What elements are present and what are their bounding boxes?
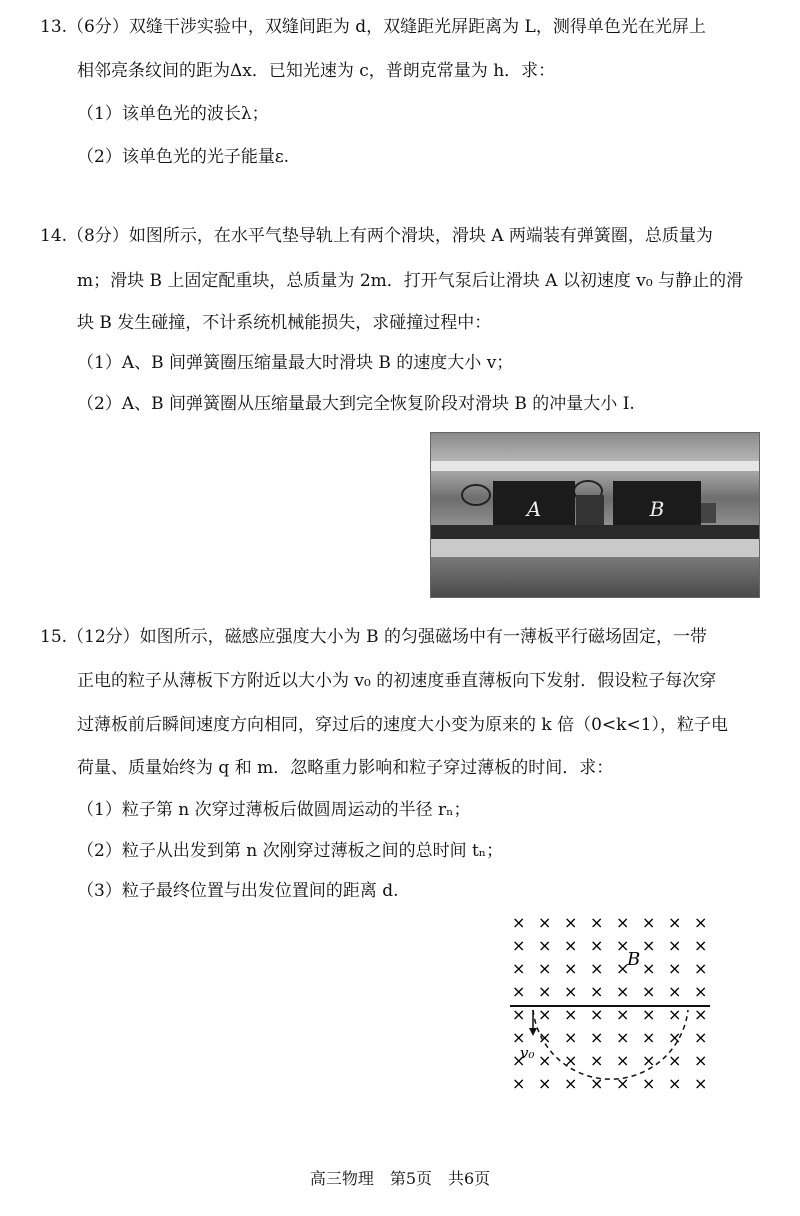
field-cross: × — [616, 1005, 630, 1024]
q14-part2: （2）A、B 间弹簧圈从压缩量最大到完全恢复阶段对滑块 B 的冲量大小 I. — [77, 394, 635, 414]
field-cross: × — [564, 936, 578, 955]
field-cross: × — [564, 959, 578, 978]
q14-stem-line3: 块 B 发生碰撞，不计系统机械能损失，求碰撞过程中： — [77, 313, 492, 333]
field-cross: × — [668, 1074, 682, 1093]
field-cross: × — [616, 959, 630, 978]
q14-stem-line2: m；滑块 B 上固定配重块，总质量为 2m．打开气泵后让滑块 A 以初速度 v₀ 与静止的滑 — [77, 271, 744, 291]
field-cross: × — [668, 913, 682, 932]
q14-stem-line1: 14.（8分）如图所示，在水平气垫导轨上有两个滑块，滑块 A 两端装有弹簧圈，总质量为 — [40, 226, 713, 246]
field-cross: × — [590, 1005, 604, 1024]
field-cross: × — [512, 936, 526, 955]
field-cross: × — [694, 913, 708, 932]
field-cross: × — [642, 1074, 656, 1093]
field-cross: × — [538, 959, 552, 978]
field-cross: × — [616, 936, 630, 955]
field-cross: × — [564, 1051, 578, 1070]
field-cross: × — [564, 913, 578, 932]
field-cross: × — [642, 1028, 656, 1047]
field-cross: × — [512, 959, 526, 978]
q15-stem-line4: 荷量、质量始终为 q 和 m．忽略重力影响和粒子穿过薄板的时间．求： — [77, 758, 614, 778]
q15-part2: （2）粒子从出发到第 n 次刚穿过薄板之间的总时间 tₙ； — [77, 841, 504, 861]
field-cross: × — [590, 913, 604, 932]
field-cross: × — [538, 1005, 552, 1024]
slider-b — [613, 481, 701, 525]
q15-part3: （3）粒子最终位置与出发位置间的距离 d. — [77, 881, 399, 901]
q15-part1: （1）粒子第 n 次穿过薄板后做圆周运动的半径 rₙ； — [77, 800, 471, 820]
field-cross: × — [538, 936, 552, 955]
field-cross: × — [564, 1074, 578, 1093]
field-cross: × — [616, 1074, 630, 1093]
field-cross: × — [668, 1028, 682, 1047]
field-cross: × — [616, 1028, 630, 1047]
field-cross: × — [668, 1051, 682, 1070]
field-cross: × — [668, 959, 682, 978]
slider-b-label: B — [649, 497, 665, 521]
field-cross: × — [538, 913, 552, 932]
field-cross: × — [616, 913, 630, 932]
velocity-arrowhead — [529, 1028, 537, 1036]
field-cross: × — [642, 1051, 656, 1070]
field-label: B — [627, 949, 641, 970]
q13-stem-line2: 相邻亮条纹间的距为Δx．已知光速为 c，普朗克常量为 h．求： — [77, 61, 556, 81]
field-cross: × — [616, 1051, 630, 1070]
field-cross: × — [538, 1051, 552, 1070]
slider-a-label: A — [526, 497, 542, 521]
slider-a — [493, 481, 575, 525]
q15-stem-line2: 正电的粒子从薄板下方附近以大小为 v₀ 的初速度垂直薄板向下发射．假设粒子每次穿 — [77, 671, 717, 691]
field-cross: × — [590, 1051, 604, 1070]
field-cross: × — [590, 1028, 604, 1047]
field-cross: × — [642, 959, 656, 978]
field-cross: × — [694, 1051, 708, 1070]
particle-trajectory — [533, 1010, 688, 1079]
field-cross: × — [512, 982, 526, 1001]
field-cross: × — [590, 1074, 604, 1093]
q13-stem-line1: 13.（6分）双缝干涉实验中，双缝间距为 d，双缝距光屏距离为 L，测得单色光在光屏上 — [40, 17, 706, 37]
air-track-figure — [430, 432, 760, 598]
field-cross: × — [668, 982, 682, 1001]
field-cross: × — [668, 936, 682, 955]
field-cross: × — [642, 982, 656, 1001]
q15-stem-line1: 15.（12分）如图所示，磁感应强度大小为 B 的匀强磁场中有一薄板平行磁场固定，一带 — [40, 627, 707, 647]
field-cross: × — [668, 1005, 682, 1024]
field-cross: × — [694, 959, 708, 978]
field-cross: × — [694, 936, 708, 955]
field-cross: × — [642, 936, 656, 955]
field-crosses — [512, 913, 707, 1093]
field-cross: × — [512, 1005, 526, 1024]
q13-part1: （1）该单色光的波长λ； — [77, 104, 269, 124]
velocity-label: v₀ — [520, 1044, 535, 1062]
field-cross: × — [512, 1051, 526, 1070]
field-cross: × — [564, 1028, 578, 1047]
field-cross: × — [538, 982, 552, 1001]
field-cross: × — [694, 1074, 708, 1093]
field-cross: × — [590, 959, 604, 978]
field-cross: × — [564, 982, 578, 1001]
q13-part2: （2）该单色光的光子能量ε. — [77, 147, 290, 167]
field-cross: × — [590, 936, 604, 955]
page-footer: 高三物理 第5页 共6页 — [309, 1169, 491, 1188]
field-cross: × — [564, 1005, 578, 1024]
q14-part1: （1）A、B 间弹簧圈压缩量最大时滑块 B 的速度大小 v； — [77, 353, 514, 373]
field-cross: × — [512, 1028, 526, 1047]
spring-loops — [431, 433, 759, 597]
field-cross: × — [616, 982, 630, 1001]
field-cross: × — [694, 1005, 708, 1024]
field-cross: × — [590, 982, 604, 1001]
q15-stem-line3: 过薄板前后瞬间速度方向相同，穿过后的速度大小变为原来的 k 倍（0<k<1），粒子电 — [77, 715, 729, 735]
field-cross: × — [694, 1028, 708, 1047]
field-cross: × — [694, 982, 708, 1001]
field-cross: × — [512, 1074, 526, 1093]
field-cross: × — [642, 913, 656, 932]
field-cross: × — [538, 1028, 552, 1047]
magnetic-field-figure — [500, 910, 720, 1100]
field-cross: × — [642, 1005, 656, 1024]
field-cross: × — [512, 913, 526, 932]
field-cross: × — [538, 1074, 552, 1093]
